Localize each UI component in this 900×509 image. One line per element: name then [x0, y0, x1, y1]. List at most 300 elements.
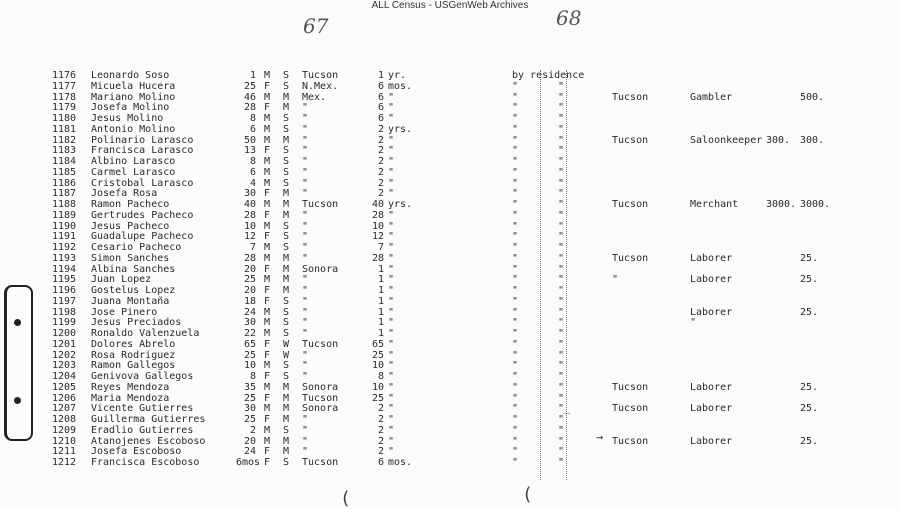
arrow-mark-icon: → [596, 430, 604, 444]
dwelling-number: 1206 [52, 392, 77, 404]
personal-estate-value: 25. [800, 381, 819, 393]
occupation: Laborer [690, 274, 733, 286]
person-name: Maria Mendoza [91, 392, 170, 404]
birthplace: " [302, 156, 309, 167]
residence-duration: 2 [377, 123, 384, 135]
race: S [283, 166, 290, 178]
sex: F [264, 209, 271, 221]
town: " [612, 274, 619, 286]
ditto-column-1: " [512, 242, 519, 253]
race: S [283, 113, 290, 124]
birthplace: " [302, 306, 309, 318]
person-name: Antonio Molino [91, 123, 176, 135]
birthplace: Mex. [302, 91, 327, 103]
age: 20 [243, 285, 256, 296]
table-row [0, 307, 900, 318]
sex: F [264, 231, 271, 243]
residence-unit: " [388, 252, 395, 264]
residence-unit: " [388, 371, 395, 382]
person-name: Josefa Escoboso [91, 446, 182, 458]
table-row [0, 285, 900, 296]
age: 6mos [236, 457, 261, 468]
ditto-column-2: " [558, 209, 565, 221]
age: 30 [243, 403, 256, 415]
dwelling-number: 1188 [52, 199, 77, 210]
residence-duration: 10 [371, 360, 384, 372]
age: 35 [243, 381, 256, 393]
dwelling-number: 1179 [52, 102, 77, 114]
age: 28 [243, 252, 256, 264]
ditto-column-1: " [512, 306, 519, 318]
table-row [0, 403, 900, 414]
sex: F [264, 371, 271, 382]
race: S [283, 457, 290, 468]
dwelling-number: 1204 [52, 371, 77, 382]
table-row [0, 81, 900, 92]
person-name: Guillerma Gutierres [91, 414, 206, 425]
age: 65 [243, 338, 256, 350]
ditto-column-1: " [512, 274, 519, 286]
occupation: Laborer [690, 252, 733, 264]
person-name: Cristobal Larasco [91, 177, 194, 189]
personal-estate-value: 25. [800, 435, 819, 447]
residence-unit: " [388, 414, 395, 425]
residence-duration: 1 [377, 263, 384, 275]
person-name: Guadalupe Pacheco [91, 231, 194, 243]
ditto-column-2: " [558, 338, 565, 350]
person-name: Mariano Molino [91, 91, 176, 103]
sex: M [264, 70, 271, 81]
race: S [283, 145, 290, 157]
person-name: Cesario Pacheco [91, 242, 182, 253]
ditto-column-2: " [558, 285, 565, 296]
age: 6 [249, 123, 256, 135]
residence-unit: " [388, 360, 395, 372]
ditto-column-2: " [558, 166, 565, 178]
sex: M [264, 381, 271, 393]
residence-unit: " [388, 102, 395, 114]
table-row [0, 231, 900, 242]
ditto-column-1: " [512, 446, 519, 458]
residence-unit: " [388, 134, 395, 146]
residence-duration: 1 [377, 285, 384, 296]
residence-duration: 28 [371, 252, 384, 264]
personal-estate-value: 25. [800, 403, 819, 415]
dwelling-number: 1212 [52, 457, 77, 468]
ditto-column-2: " [558, 220, 565, 232]
birthplace: Sonora [302, 403, 339, 415]
birthplace: " [302, 446, 309, 458]
dwelling-number: 1185 [52, 166, 77, 178]
residence-unit: " [388, 285, 395, 296]
race: S [283, 306, 290, 318]
sex: F [264, 285, 271, 296]
residence-duration: 1 [377, 317, 384, 329]
race: S [283, 295, 290, 307]
birthplace: " [302, 177, 309, 189]
residence-unit: mos. [388, 80, 413, 92]
dwelling-number: 1198 [52, 306, 77, 318]
residence-duration: 2 [377, 424, 384, 436]
sex: M [264, 91, 271, 103]
town: Tucson [612, 381, 649, 393]
sex: F [264, 414, 271, 425]
ditto-column-1: " [512, 349, 519, 361]
ditto-column-2: " [558, 102, 565, 114]
age: 12 [243, 231, 256, 243]
punch-hole [14, 397, 21, 404]
person-name: Jesus Pacheco [91, 220, 170, 232]
dwelling-number: 1193 [52, 252, 77, 264]
residence-duration: 10 [371, 220, 384, 232]
race: S [283, 231, 290, 243]
ditto-column-2: " [558, 242, 565, 253]
sex: M [264, 306, 271, 318]
birthplace: " [302, 188, 309, 200]
race: S [283, 156, 290, 167]
birthplace: " [302, 166, 309, 178]
race: S [283, 328, 290, 339]
birthplace: " [302, 424, 309, 436]
race: S [283, 177, 290, 189]
race: S [283, 371, 290, 382]
ditto-column-2: " [558, 392, 565, 404]
age: 25 [243, 274, 256, 286]
age: 7 [249, 242, 256, 253]
personal-estate-value: 300. [800, 134, 825, 146]
sex: M [264, 156, 271, 167]
age: 4 [249, 177, 256, 189]
person-name: Francisca Escoboso [91, 457, 200, 468]
residence-unit: " [388, 381, 395, 393]
sex: M [264, 274, 271, 286]
residence-unit: " [388, 306, 395, 318]
ditto-column-1: " [512, 209, 519, 221]
census-table [0, 70, 900, 470]
sex: F [264, 188, 271, 200]
ditto-column-2: " [558, 371, 565, 382]
ditto-column-2: " [558, 188, 565, 200]
sex: M [264, 220, 271, 232]
residence-duration: 1 [377, 274, 384, 286]
occupation: Saloonkeeper [690, 134, 763, 146]
birthplace: Tucson [302, 338, 339, 350]
ditto-column-1: " [512, 457, 519, 468]
residence-unit: " [388, 177, 395, 189]
age: 28 [243, 102, 256, 114]
table-row [0, 446, 900, 457]
birthplace: " [302, 145, 309, 157]
residence-unit: mos. [388, 457, 413, 468]
residence-unit: " [388, 113, 395, 124]
residence-unit: " [388, 392, 395, 404]
age: 8 [249, 371, 256, 382]
dwelling-number: 1196 [52, 285, 77, 296]
dwelling-number: 1176 [52, 70, 77, 81]
table-row [0, 188, 900, 199]
personal-estate-value: 25. [800, 252, 819, 264]
ditto-column-2: " [558, 328, 565, 339]
residence-duration: 10 [371, 381, 384, 393]
ditto-column-1: " [512, 113, 519, 124]
sex: M [264, 177, 271, 189]
dwelling-number: 1205 [52, 381, 77, 393]
dwelling-number: 1181 [52, 123, 77, 135]
binder-clip [4, 285, 33, 441]
ditto-column-1: " [512, 145, 519, 157]
person-name: Ronaldo Valenzuela [91, 328, 200, 339]
age: 46 [243, 91, 256, 103]
occupation: Gambler [690, 91, 733, 103]
residence-unit: " [388, 317, 395, 329]
residence-duration: 6 [377, 113, 384, 124]
table-row [0, 457, 900, 468]
ditto-column-1: " [512, 199, 519, 210]
sex: M [264, 166, 271, 178]
age: 8 [249, 156, 256, 167]
residence-unit: " [388, 263, 395, 275]
table-row [0, 264, 900, 275]
dwelling-number: 1194 [52, 263, 77, 275]
ditto-column-2: " [558, 360, 565, 372]
residence-unit: yr. [388, 70, 407, 81]
birthplace: " [302, 123, 309, 135]
table-row [0, 371, 900, 382]
residence-unit: " [388, 91, 395, 103]
pencil-mark: ( [340, 488, 351, 509]
residence-duration: 6 [377, 102, 384, 114]
residence-duration: 1 [377, 70, 384, 81]
race: S [283, 220, 290, 232]
birthplace: " [302, 102, 309, 114]
residence-unit: " [388, 188, 395, 200]
dwelling-number: 1186 [52, 177, 77, 189]
age: 40 [243, 199, 256, 210]
residence-unit: " [388, 403, 395, 415]
person-name: Ramon Gallegos [91, 360, 176, 372]
race: M [283, 414, 290, 425]
ditto-column-1: " [512, 188, 519, 200]
ditto-column-1: " [512, 252, 519, 264]
table-row [0, 253, 900, 264]
age: 50 [243, 134, 256, 146]
birthplace: " [302, 328, 309, 339]
residence-duration: 2 [377, 145, 384, 157]
dwelling-number: 1187 [52, 188, 77, 200]
ditto-column-2: " [558, 145, 565, 157]
ditto-column-1: " [512, 414, 519, 425]
dwelling-number: 1182 [52, 134, 77, 146]
occupation: Merchant [690, 199, 739, 210]
dwelling-number: 1207 [52, 403, 77, 415]
person-name: Eradlio Gutierres [91, 424, 194, 436]
ditto-column-2: " [558, 91, 565, 103]
race: M [283, 252, 290, 264]
table-row [0, 167, 900, 178]
table-row [0, 425, 900, 436]
residence-unit: " [388, 274, 395, 286]
person-name: Francisca Larasco [91, 145, 194, 157]
age: 18 [243, 295, 256, 307]
punch-hole [14, 319, 21, 326]
ditto-column-1: " [512, 338, 519, 350]
town: Tucson [612, 252, 649, 264]
dwelling-number: 1209 [52, 424, 77, 436]
occupation: " [690, 317, 697, 329]
ditto-column-1: " [512, 295, 519, 307]
table-row [0, 210, 900, 221]
real-estate-value: 3000. [766, 199, 797, 210]
sex: F [264, 457, 271, 468]
race: M [283, 285, 290, 296]
table-row [0, 393, 900, 404]
age: 6 [249, 166, 256, 178]
occupation: Laborer [690, 403, 733, 415]
person-name: Juana Montaña [91, 295, 170, 307]
ditto-column-2: " [558, 156, 565, 167]
age: 1 [249, 70, 256, 81]
ditto-column-1: " [512, 381, 519, 393]
ditto-column-2: " [558, 457, 565, 468]
dwelling-number: 1202 [52, 349, 77, 361]
table-row [0, 328, 900, 339]
residence-unit: " [388, 295, 395, 307]
person-name: Albina Sanches [91, 263, 176, 275]
town: Tucson [612, 199, 649, 210]
sex: M [264, 328, 271, 339]
ditto-column-2: " [558, 123, 565, 135]
race: S [283, 242, 290, 253]
residence-duration: 2 [377, 435, 384, 447]
residence-unit: " [388, 231, 395, 243]
table-row [0, 113, 900, 124]
birthplace: " [302, 349, 309, 361]
residence-duration: 28 [371, 209, 384, 221]
residence-duration: 1 [377, 328, 384, 339]
table-row [0, 296, 900, 307]
dwelling-number: 1211 [52, 446, 77, 458]
town: Tucson [612, 435, 649, 447]
dwelling-number: 1195 [52, 274, 77, 286]
person-name: Simon Sanches [91, 252, 170, 264]
person-name: Vicente Gutierres [91, 403, 194, 415]
dwelling-number: 1190 [52, 220, 77, 232]
age: 24 [243, 306, 256, 318]
residence-unit: " [388, 435, 395, 447]
residence-unit: yrs. [388, 199, 413, 210]
birthplace: N.Mex. [302, 80, 339, 92]
table-row [0, 360, 900, 371]
person-name: Carmel Larasco [91, 166, 176, 178]
town: Tucson [612, 134, 649, 146]
age: 25 [243, 392, 256, 404]
age: 8 [249, 113, 256, 124]
birthplace: " [302, 231, 309, 243]
age: 25 [243, 80, 256, 92]
ditto-column-1: " [512, 403, 519, 415]
personal-estate-value: 25. [800, 306, 819, 318]
residence-duration: 8 [377, 371, 384, 382]
personal-estate-value: 3000. [800, 199, 831, 210]
dwelling-number: 1178 [52, 91, 77, 103]
sex: F [264, 145, 271, 157]
age: 30 [243, 188, 256, 200]
birthplace: Tucson [302, 392, 339, 404]
sex: M [264, 252, 271, 264]
table-row [0, 102, 900, 113]
table-row [0, 274, 900, 285]
sex: M [264, 113, 271, 124]
age: 22 [243, 328, 256, 339]
race: W [283, 338, 290, 350]
table-row [0, 382, 900, 393]
person-name: Ramon Pacheco [91, 199, 170, 210]
race: M [283, 403, 290, 415]
occupation: Laborer [690, 381, 733, 393]
ditto-column-1: " [512, 424, 519, 436]
sex: M [264, 242, 271, 253]
ditto-column-1: " [512, 177, 519, 189]
race: S [283, 424, 290, 436]
dwelling-number: 1208 [52, 414, 77, 425]
town: Tucson [612, 91, 649, 103]
race: S [283, 80, 290, 92]
dwelling-number: 1203 [52, 360, 77, 372]
person-name: Polinario Larasco [91, 134, 194, 146]
birthplace: Tucson [302, 199, 339, 210]
table-row [0, 317, 900, 328]
person-name: Gertrudes Pacheco [91, 209, 194, 221]
person-name: Gostelus Lopez [91, 285, 176, 296]
residence-duration: 2 [377, 177, 384, 189]
town: Tucson [612, 403, 649, 415]
race: M [283, 199, 290, 210]
race: M [283, 435, 290, 447]
race: M [283, 392, 290, 404]
dwelling-number: 1191 [52, 231, 77, 243]
race: M [283, 274, 290, 286]
dwelling-number: 1192 [52, 242, 77, 253]
ditto-column-2: " [558, 424, 565, 436]
dwelling-number: 1177 [52, 80, 77, 92]
person-name: Jesus Molino [91, 113, 164, 124]
residence-duration: 65 [371, 338, 384, 350]
birthplace: " [302, 295, 309, 307]
ditto-column-1: by residence [512, 70, 585, 81]
dwelling-number: 1180 [52, 113, 77, 124]
ditto-column-2: " [558, 134, 565, 146]
sex: F [264, 392, 271, 404]
person-name: Micuela Hucera [91, 80, 176, 92]
birthplace: Tucson [302, 70, 339, 81]
sex: M [264, 317, 271, 329]
residence-duration: 2 [377, 166, 384, 178]
age: 10 [243, 360, 256, 372]
table-row [0, 135, 900, 146]
pencil-mark: ( [522, 484, 533, 505]
residence-duration: 2 [377, 156, 384, 167]
page-number-right: 68 [556, 6, 582, 30]
race: M [283, 263, 290, 275]
age: 25 [243, 414, 256, 425]
ditto-column-2: " [558, 446, 565, 458]
table-row [0, 156, 900, 167]
birthplace: " [302, 220, 309, 232]
table-row [0, 221, 900, 232]
ditto-column-2: " [558, 263, 565, 275]
table-row [0, 414, 900, 425]
sex: F [264, 263, 271, 275]
